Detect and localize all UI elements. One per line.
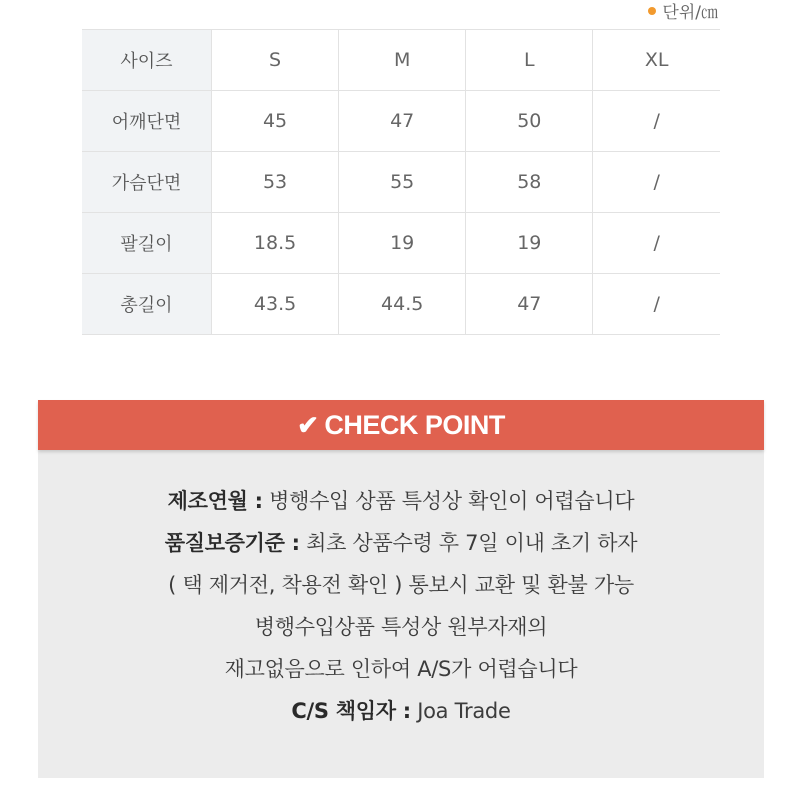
unit-label bbox=[648, 0, 718, 23]
table-cell: / bbox=[593, 152, 720, 213]
row-label: 어깨단면 bbox=[82, 91, 212, 152]
column-header-s: S bbox=[212, 30, 339, 91]
table-cell: 47 bbox=[466, 274, 593, 335]
check-point-body bbox=[38, 450, 764, 732]
table-cell: 44.5 bbox=[339, 274, 466, 335]
table-cell: 47 bbox=[339, 91, 466, 152]
table-row bbox=[82, 274, 720, 335]
column-header-m: M bbox=[339, 30, 466, 91]
cs-label: C/S 책임자 : bbox=[291, 699, 411, 723]
size-header-label: 사이즈 bbox=[82, 30, 212, 91]
quality-text: 최초 상품수령 후 7일 이내 초기 하자 bbox=[306, 531, 638, 555]
table-cell: 19 bbox=[339, 213, 466, 274]
column-header-l: L bbox=[466, 30, 593, 91]
table-cell: 50 bbox=[466, 91, 593, 152]
unit-text: 단위/㎝ bbox=[662, 3, 718, 23]
cs-text: Joa Trade bbox=[417, 699, 511, 723]
table-cell: 45 bbox=[212, 91, 339, 152]
table-cell: 19 bbox=[466, 213, 593, 274]
check-point-box bbox=[38, 400, 764, 778]
quality-line bbox=[38, 522, 764, 564]
as-line-1: 병행수입상품 특성상 원부자재의 bbox=[254, 615, 548, 639]
quality-line-2: ( 택 제거전, 착용전 확인 ) 통보시 교환 및 환불 가능 bbox=[168, 573, 634, 597]
row-label: 총길이 bbox=[82, 274, 212, 335]
checkmark-icon: ✔ bbox=[297, 409, 319, 440]
column-header-xl: XL bbox=[593, 30, 720, 91]
table-cell: 55 bbox=[339, 152, 466, 213]
table-cell: / bbox=[593, 274, 720, 335]
table-cell: / bbox=[593, 91, 720, 152]
cs-line bbox=[38, 690, 764, 732]
size-table bbox=[82, 29, 720, 335]
manufacture-text: 병행수입 상품 특성상 확인이 어렵습니다 bbox=[269, 489, 635, 513]
manufacture-label: 제조연월 : bbox=[167, 489, 263, 513]
check-point-title: CHECK POINT bbox=[324, 409, 505, 440]
table-cell: 18.5 bbox=[212, 213, 339, 274]
as-line-2: 재고없음으로 인하여 A/S가 어렵습니다 bbox=[224, 657, 578, 681]
table-cell: 43.5 bbox=[212, 274, 339, 335]
quality-label: 품질보증기준 : bbox=[164, 531, 300, 555]
table-row bbox=[82, 213, 720, 274]
table-row bbox=[82, 91, 720, 152]
check-point-header bbox=[38, 400, 764, 450]
bullet-dot-icon bbox=[648, 7, 656, 15]
table-cell: / bbox=[593, 213, 720, 274]
row-label: 가슴단면 bbox=[82, 152, 212, 213]
manufacture-line bbox=[38, 480, 764, 522]
table-cell: 58 bbox=[466, 152, 593, 213]
table-cell: 53 bbox=[212, 152, 339, 213]
table-row bbox=[82, 152, 720, 213]
table-header-row bbox=[82, 30, 720, 91]
row-label: 팔길이 bbox=[82, 213, 212, 274]
